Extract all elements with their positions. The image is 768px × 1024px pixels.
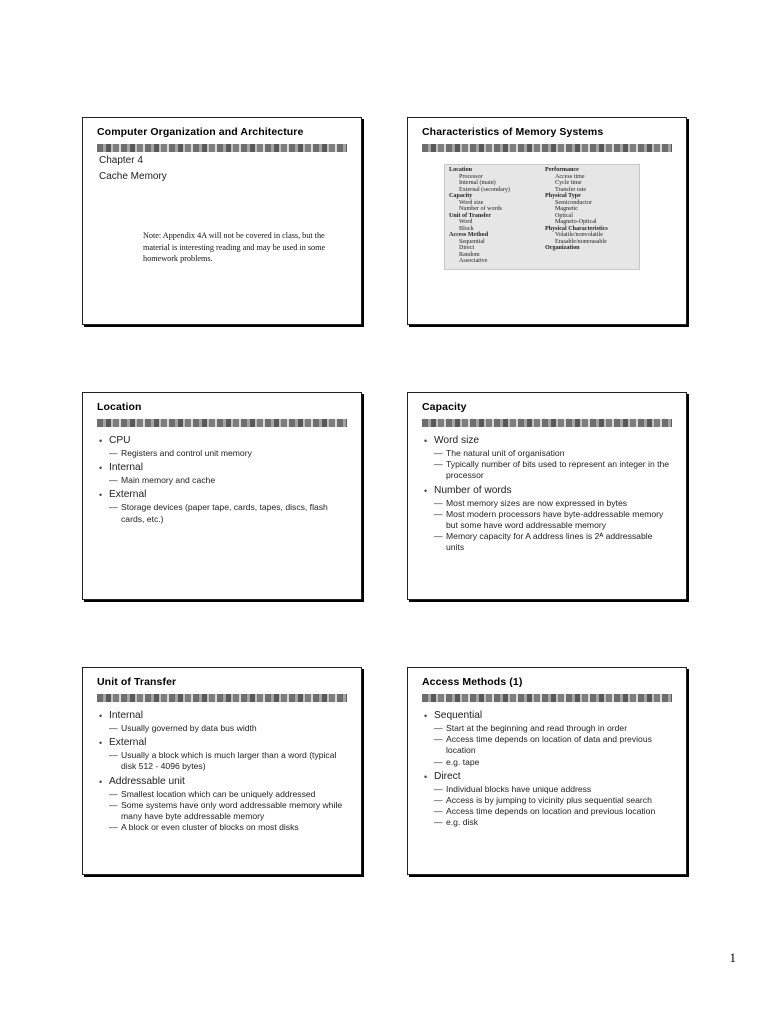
- page-number: 1: [729, 950, 736, 965]
- sub-bullet-item: — Usually governed by data bus width: [99, 723, 347, 734]
- characteristics-right-column: [545, 167, 608, 252]
- table-entry: Number of words: [459, 206, 502, 212]
- title-bar-decoration: [422, 694, 672, 702]
- sub-bullet-list: [424, 723, 672, 768]
- table-entry: Word: [459, 219, 473, 225]
- chapter-subtitle: Cache Memory: [99, 171, 167, 182]
- table-entry: Word size: [459, 199, 484, 206]
- bullet-list: [424, 435, 672, 554]
- bullet-text: Direct: [434, 770, 461, 782]
- bullet-item: [99, 435, 347, 447]
- slide-title: Characteristics of Memory Systems: [422, 126, 604, 138]
- sub-bullet-list: [424, 498, 672, 554]
- slide-access-methods: [407, 667, 687, 875]
- title-bar-decoration: [97, 694, 347, 702]
- table-heading: Access Method: [449, 232, 489, 238]
- slide-content: [99, 433, 347, 528]
- sub-bullet-item: — Smallest location which can be uniquely addressed: [99, 789, 347, 800]
- sub-bullet-item: — Start at the beginning and read through in order: [424, 723, 672, 734]
- sub-bullet-list: [99, 475, 347, 486]
- bullet-text: CPU: [109, 435, 131, 446]
- slide-capacity: [407, 392, 687, 600]
- title-bar-decoration: [422, 419, 672, 427]
- bullet-list: [99, 710, 347, 833]
- sub-bullet-item: — Some systems have only word addressable memory while many have byte addressable memory: [99, 800, 347, 822]
- slide-content: [99, 708, 347, 836]
- table-entry: Optical: [555, 212, 573, 219]
- title-bar-decoration: [97, 419, 347, 427]
- table-entry: Processor: [459, 173, 483, 180]
- sub-bullet-item: — A block or even cluster of blocks on most disks: [99, 822, 347, 833]
- sub-bullet-item: — Access is by jumping to vicinity plus sequential search: [424, 795, 672, 806]
- sub-bullet-list: [424, 448, 672, 482]
- table-entry: Block: [459, 225, 474, 232]
- table-entry: Erasable/nonerasable: [555, 238, 607, 245]
- sub-bullet-item: — Individual blocks have unique address: [424, 784, 672, 795]
- slide-content: [424, 708, 672, 832]
- sub-bullet-item: — Most modern processors have byte-addressable memory but some have word addressable memory: [424, 509, 672, 531]
- bullet-text: Number of words: [434, 484, 512, 496]
- table-entry: Semiconductor: [555, 199, 592, 206]
- sub-bullet-item: — Most memory sizes are now expressed in bytes: [424, 498, 672, 509]
- sub-bullet-item: — Access time depends on location of data and previous location: [424, 734, 672, 756]
- bullet-list: [99, 435, 347, 525]
- sub-bullet-list: [99, 723, 347, 734]
- bullet-item: [424, 485, 672, 497]
- table-entry: Access time: [555, 173, 585, 180]
- bullet-item: [424, 435, 672, 447]
- sub-bullet-item: — The natural unit of organisation: [424, 448, 672, 459]
- slide-characteristics-memory: [407, 117, 687, 325]
- table-entry: Associative: [459, 258, 488, 264]
- table-heading: Performance: [545, 167, 579, 173]
- bullet-item: [99, 776, 347, 788]
- title-bar-decoration: [97, 144, 347, 152]
- bullet-item: [99, 489, 347, 501]
- table-entry: Random: [459, 251, 480, 258]
- table-entry: Magneto-Optical: [555, 219, 597, 225]
- sub-bullet-list: [99, 448, 347, 459]
- table-entry: Transfer rate: [555, 186, 587, 193]
- sub-bullet-item: — Access time depends on location and previous location: [424, 806, 672, 817]
- bullet-text: Internal: [109, 710, 143, 721]
- characteristics-left-column: [449, 167, 510, 265]
- sub-bullet-list: [424, 784, 672, 829]
- table-heading: Physical Type: [545, 193, 581, 199]
- slide-content: [424, 433, 672, 557]
- sub-bullet-list: [99, 750, 347, 772]
- title-bar-decoration: [422, 144, 672, 152]
- bullet-text: Word size: [434, 435, 480, 446]
- bullet-item: [424, 710, 672, 722]
- bullet-item: [99, 710, 347, 722]
- slide-unit-of-transfer: [82, 667, 362, 875]
- table-heading: Unit of Transfer: [449, 212, 492, 219]
- sub-bullet-item: — Memory capacity for A address lines is 2ᴬ addressable units: [424, 531, 672, 553]
- table-heading: Capacity: [449, 193, 473, 199]
- slide-title: Computer Organization and Architecture: [97, 126, 304, 138]
- characteristics-table: [444, 164, 640, 270]
- sub-bullet-item: — Usually a block which is much larger than a word (typical disk 512 - 4096 bytes): [99, 750, 347, 772]
- table-entry: Magnetic: [555, 206, 579, 212]
- sub-bullet-item: — Typically number of bits used to represent an integer in the processor: [424, 459, 672, 481]
- bullet-text: Addressable unit: [109, 775, 185, 787]
- table-entry: Direct: [459, 245, 475, 251]
- slide-title: Location: [97, 401, 142, 413]
- sub-bullet-item: — Main memory and cache: [99, 475, 347, 486]
- slide-title: Capacity: [422, 401, 467, 413]
- bullet-text: External: [109, 737, 147, 749]
- sub-bullet-list: [99, 502, 347, 524]
- table-heading: Organization: [545, 245, 580, 251]
- sub-bullet-item: — e.g. tape: [424, 757, 672, 768]
- table-entry: Volatile/nonvolatile: [555, 232, 603, 238]
- slide-title: Unit of Transfer: [97, 676, 177, 688]
- table-entry: Internal (main): [459, 180, 496, 186]
- table-heading: Physical Characteristics: [545, 225, 608, 232]
- table-heading: Location: [449, 167, 473, 173]
- bullet-text: External: [109, 489, 147, 501]
- table-entry: External (secondary): [459, 186, 510, 193]
- table-entry: Cycle time: [555, 180, 582, 186]
- chapter-label: Chapter 4: [99, 155, 143, 166]
- slide-title: Access Methods (1): [422, 676, 523, 688]
- bullet-item: [99, 737, 347, 749]
- table-entry: Sequential: [459, 238, 485, 245]
- bullet-text: Sequential: [434, 710, 483, 721]
- sub-bullet-list: [99, 789, 347, 834]
- sub-bullet-item: — e.g. disk: [424, 817, 672, 828]
- bullet-list: [424, 710, 672, 829]
- bullet-text: Internal: [109, 462, 143, 474]
- slide-computer-organization: [82, 117, 362, 325]
- bullet-item: [99, 462, 347, 474]
- bullet-item: [424, 771, 672, 783]
- slide-location: [82, 392, 362, 600]
- sub-bullet-item: — Storage devices (paper tape, cards, tapes, discs, flash cards, etc.): [99, 502, 347, 524]
- sub-bullet-item: — Registers and control unit memory: [99, 448, 347, 459]
- appendix-note: Note: Appendix 4A will not be covered in class, but the material is interesting reading and may be used in some homework problems.: [143, 231, 326, 263]
